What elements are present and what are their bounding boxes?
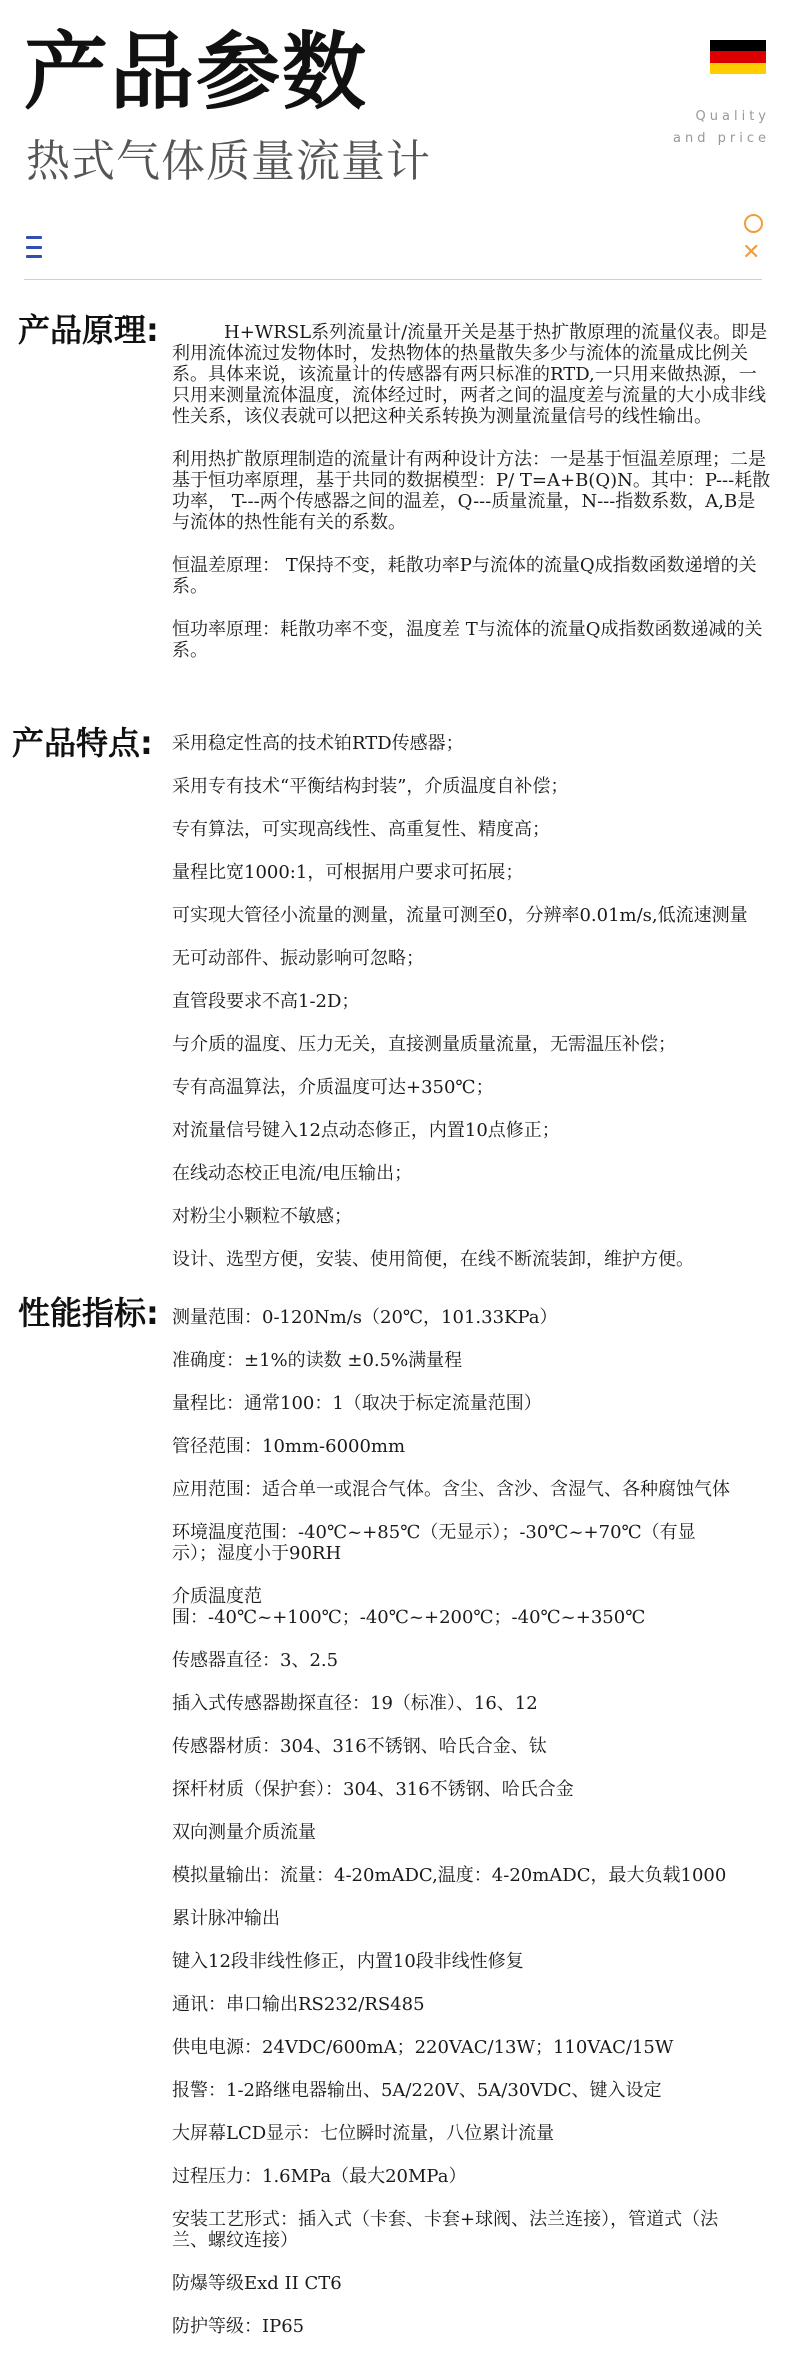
spec-item: 安装工艺形式：插入式（卡套、卡套+球阀、法兰连接），管道式（法兰、螺纹连接） bbox=[172, 2209, 719, 2251]
principle-paragraph: H+WRSL系列流量计/流量开关是基于热扩散原理的流量仪表。即是利用流体流过发物体时，发热物体的热量散失多少与流体的流量成比例关系。具体来说，该流量计的传感器有两只标准的RTD,一只用来做热源，一只用来测量流体温度，流体经过时，两者之间的温度差与流量的大小成非线性关系，该仪表就可以把这种关系转换为测量流量信号的线性输出。 bbox=[172, 322, 768, 427]
spec-item: 测量范围：0-120Nm/s（20℃，101.33KPa） bbox=[172, 1307, 558, 1328]
spec-item: 传感器直径：3、2.5 bbox=[172, 1650, 339, 1671]
menu-icon[interactable] bbox=[26, 236, 42, 258]
features-list bbox=[172, 733, 790, 1292]
specs-list bbox=[172, 1307, 732, 2359]
page-subtitle: 热式气体质量流量计 bbox=[26, 136, 431, 187]
feature-item: 在线动态校正电流/电压输出； bbox=[172, 1163, 413, 1184]
spec-item: 大屏幕LCD显示：七位瞬时流量，八位累计流量 bbox=[172, 2123, 555, 2144]
spec-item: 模拟量输出：流量：4-20mADC,温度：4-20mADC，最大负载1000 bbox=[172, 1865, 727, 1886]
feature-item: 对流量信号键入12点动态修正，内置10点修正； bbox=[172, 1120, 560, 1141]
germany-flag-icon bbox=[710, 40, 766, 74]
spec-item: 插入式传感器勘探直径：19（标准）、16、12 bbox=[172, 1693, 538, 1714]
spec-item: 管径范围：10mm-6000mm bbox=[172, 1436, 406, 1457]
feature-item: 专有算法，可实现高线性、高重复性、精度高； bbox=[172, 819, 550, 840]
specs-label: 性能指标: bbox=[18, 1294, 159, 1332]
feature-item: 专有高温算法，介质温度可达+350℃； bbox=[172, 1077, 494, 1098]
spec-item: 应用范围：适合单一或混合气体。含尘、含沙、含湿气、各种腐蚀气体 bbox=[172, 1479, 730, 1500]
spec-item: 累计脉冲输出 bbox=[172, 1908, 280, 1929]
spec-item: 过程压力：1.6MPa（最大20MPa） bbox=[172, 2166, 467, 2187]
principle-section bbox=[172, 322, 772, 683]
spec-item: 通讯：串口输出RS232/RS485 bbox=[172, 1994, 425, 2015]
circle-icon[interactable] bbox=[744, 214, 763, 233]
spec-item: 供电电源：24VDC/600mA；220VAC/13W；110VAC/15W bbox=[172, 2037, 674, 2058]
principle-label: 产品原理: bbox=[18, 311, 159, 349]
flag-stripe-gold bbox=[710, 63, 766, 74]
flag-stripe-black bbox=[710, 40, 766, 51]
spec-item: 报警：1-2路继电器输出、5A/220V、5A/30VDC、键入设定 bbox=[172, 2080, 662, 2101]
feature-item: 采用稳定性高的技术铂RTD传感器； bbox=[172, 733, 464, 754]
close-icon[interactable]: ✕ bbox=[742, 240, 761, 265]
feature-item: 可实现大管径小流量的测量，流量可测至0，分辨率0.01m/s,低流速测量 bbox=[172, 905, 748, 926]
spec-item: 介质温度范围：-40℃~+100℃；-40℃~+200℃；-40℃~+350℃ bbox=[172, 1586, 646, 1628]
spec-item: 传感器材质：304、316不锈钢、哈氏合金、钛 bbox=[172, 1736, 547, 1757]
tagline bbox=[673, 106, 770, 150]
spec-item: 防护等级：IP65 bbox=[172, 2316, 305, 2337]
principle-paragraph: 利用热扩散原理制造的流量计有两种设计方法：一是基于恒温差原理；二是基于恒功率原理，基于共同的数据模型：P/ T=A+B(Q)N。其中：P---耗散功率， T---两个传感器之间的温差，Q---质量流量，N---指数系数，A,B是与流体的热性能有关的系数。 bbox=[172, 449, 771, 533]
tagline-line-2: and price bbox=[673, 131, 770, 146]
spec-item: 环境温度范围：-40℃~+85℃（无显示）；-30℃~+70℃（有显示）；湿度小于90RH bbox=[172, 1522, 696, 1564]
page-title: 产品参数 bbox=[24, 23, 369, 121]
feature-item: 对粉尘小颗粒不敏感； bbox=[172, 1206, 352, 1227]
principle-paragraph: 恒功率原理：耗散功率不变，温度差 T与流体的流量Q成指数函数递减的关系。 bbox=[172, 619, 763, 661]
feature-item: 直管段要求不高1-2D； bbox=[172, 991, 360, 1012]
spec-item: 防爆等级Exd II CT6 bbox=[172, 2273, 342, 2294]
spec-item: 双向测量介质流量 bbox=[172, 1822, 316, 1843]
feature-item: 量程比宽1000:1，可根据用户要求可拓展； bbox=[172, 862, 524, 883]
header-divider bbox=[24, 279, 762, 280]
spec-item: 准确度：±1%的读数 ±0.5%满量程 bbox=[172, 1350, 463, 1371]
principle-paragraph: 恒温差原理： T保持不变，耗散功率P与流体的流量Q成指数函数递增的关系。 bbox=[172, 555, 757, 597]
feature-item: 设计、选型方便，安装、使用简便，在线不断流装卸，维护方便。 bbox=[172, 1249, 694, 1270]
flag-stripe-red bbox=[710, 51, 766, 62]
menu-bar bbox=[26, 255, 42, 258]
features-label: 产品特点: bbox=[12, 724, 153, 762]
spec-item: 键入12段非线性修正，内置10段非线性修复 bbox=[172, 1951, 524, 1972]
tagline-line-1: Quality bbox=[695, 109, 770, 124]
spec-item: 量程比：通常100：1（取决于标定流量范围） bbox=[172, 1393, 542, 1414]
feature-item: 与介质的温度、压力无关，直接测量质量流量，无需温压补偿； bbox=[172, 1034, 676, 1055]
feature-item: 采用专有技术“平衡结构封装”，介质温度自补偿； bbox=[172, 776, 569, 797]
feature-item: 无可动部件、振动影响可忽略； bbox=[172, 948, 424, 969]
menu-bar bbox=[26, 246, 42, 249]
spec-item: 探杆材质（保护套）：304、316不锈钢、哈氏合金 bbox=[172, 1779, 574, 1800]
menu-bar bbox=[26, 236, 42, 239]
